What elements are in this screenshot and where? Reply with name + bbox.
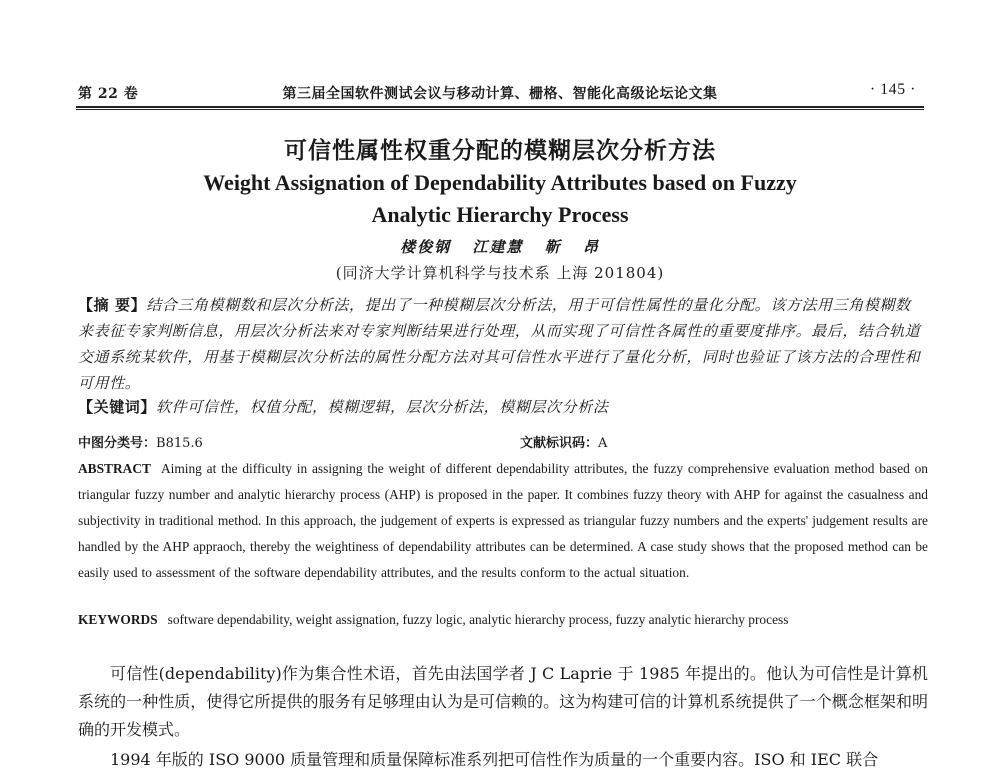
keywords-chinese bbox=[78, 396, 924, 417]
header-rule bbox=[76, 106, 924, 108]
abstract-english-text: Aiming at the difficulty in assigning the weight of different dependability attributes, the fuzzy comprehensive evaluation method based on triangular fuzzy number and analytic hierarchy process (AHP) is proposed in the paper. It combines fuzzy theory with AHP for against the casualness and subjectivity in traditional method. In this approach, the judgement of experts is expressed as triangular fuzzy numbers and the experts' judgement results are handled by the AHP appraoch, thereby the weightiness of dependability attributes can be determined. A case study shows that the proposed method can be easily used to assessment of the software dependability attributes, and the results conform to the actual situation. bbox=[78, 461, 928, 580]
abstract-english-label: ABSTRACT bbox=[78, 461, 151, 476]
clc-label: 中图分类号： bbox=[78, 436, 157, 451]
abstract-chinese-text: 结合三角模糊数和层次分析法，提出了一种模糊层次分析法，用于可信性属性的量化分配。该方法用三角模糊数来表征专家判断信息，用层次分析法来对专家判断结果进行处理，从而实现了可信性各属性的重要度排序。最后，结合轨道交通系统某软件，用基于模糊层次分析法的属性分配方法对其可信性水平进行了量化分析，同时也验证了该方法的合理性和可用性。 bbox=[78, 296, 921, 392]
title-english-line1: Weight Assignation of Dependability Attributes based on Fuzzy bbox=[203, 170, 797, 195]
title-chinese: 可信性属性权重分配的模糊层次分析方法 bbox=[284, 137, 716, 164]
body-paragraph-1: 可信性(dependability)作为集合性术语，首先由法国学者 J C Laprie 于 1985 年提出的。他认为可信性是计算机系统的一种性质，使得它所提供的服务有足够理由认为是可信赖的。这为构建可信的计算机系统提供了一个概念框架和明确的开发模式。 bbox=[78, 664, 928, 739]
affiliation: (同济大学计算机科学与技术系 上海 201804) bbox=[335, 264, 665, 282]
keywords-chinese-label: 【关键词】 bbox=[78, 398, 157, 416]
keywords-english-label: KEYWORDS bbox=[78, 612, 158, 627]
clc-value: B815.6 bbox=[156, 436, 203, 451]
keywords-english-text: software dependability, weight assignation, fuzzy logic, analytic hierarchy process, fuzzy analytic hierarchy process bbox=[167, 612, 789, 627]
document-code bbox=[520, 432, 607, 451]
keywords-chinese-text: 软件可信性，权值分配，模糊逻辑，层次分析法，模糊层次分析法 bbox=[156, 398, 609, 416]
header-proceedings: 第三届全国软件测试会议与移动计算、栅格、智能化高级论坛论文集 bbox=[282, 86, 718, 102]
header-rule-thin bbox=[76, 109, 924, 110]
body-paragraph-2: 1994 年版的 ISO 9000 质量管理和质量保障标准系列把可信性作为质量的一个重要内容。ISO 和 IEC 联合 bbox=[110, 750, 879, 769]
clc-number bbox=[78, 432, 203, 451]
header-page-number: · 145 · bbox=[869, 81, 916, 98]
abstract-chinese-label: 【摘 要】 bbox=[78, 296, 147, 314]
authors: 楼俊钢 江建慧 靳 昂 bbox=[400, 238, 600, 256]
abstract-english bbox=[78, 456, 928, 586]
title-english-line2: Analytic Hierarchy Process bbox=[371, 202, 629, 227]
document-code-label: 文献标识码： bbox=[520, 436, 599, 451]
keywords-english bbox=[78, 612, 928, 628]
header-volume: 第 22 卷 bbox=[78, 86, 139, 102]
document-code-value: A bbox=[598, 436, 608, 451]
abstract-chinese bbox=[78, 292, 924, 396]
